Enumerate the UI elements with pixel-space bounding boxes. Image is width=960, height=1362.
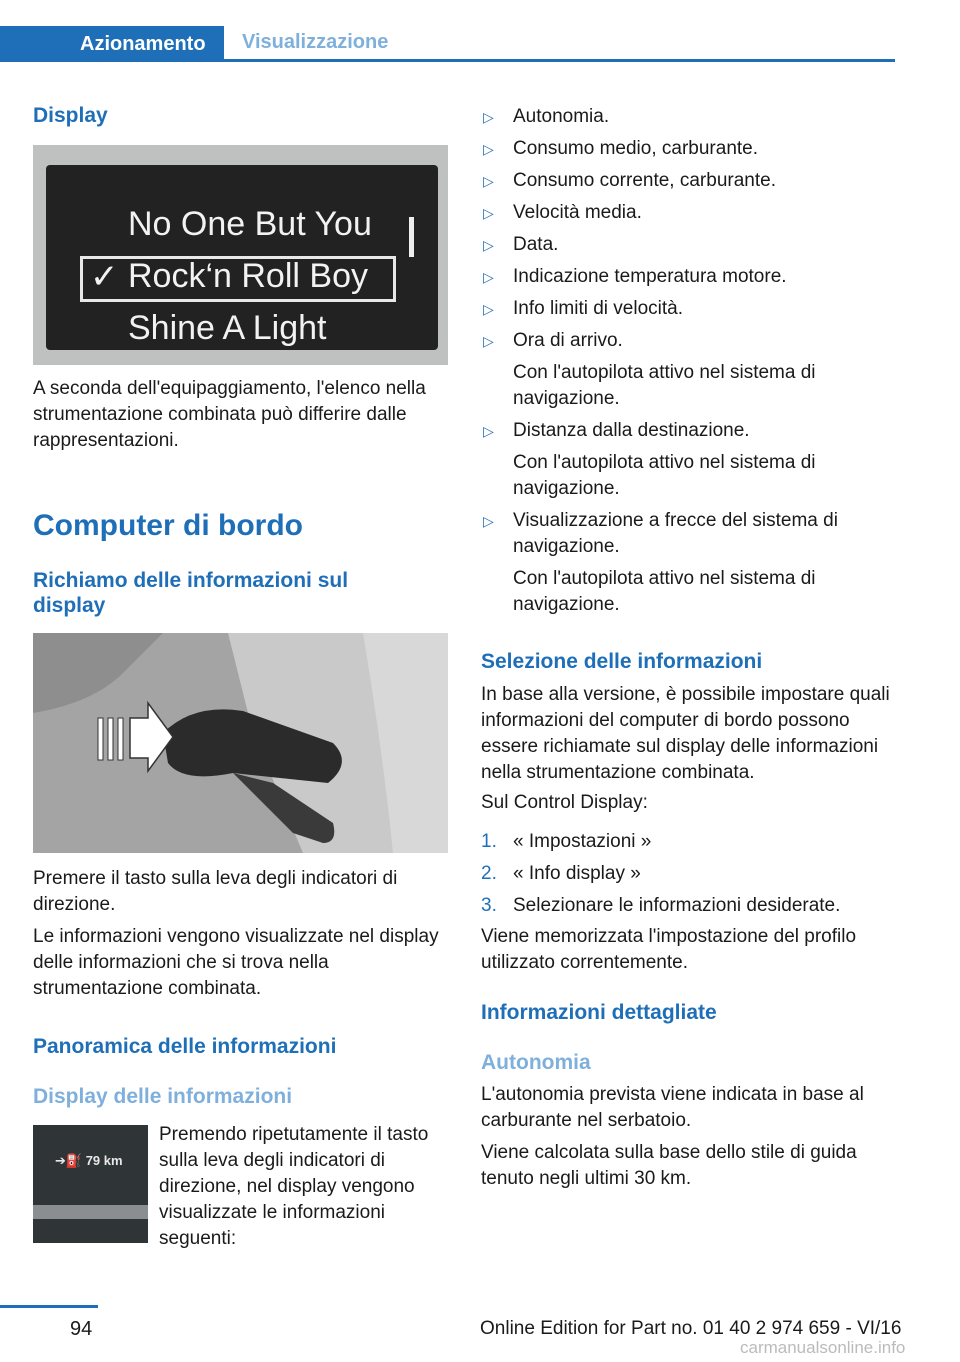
step-number: 1. <box>481 831 497 852</box>
watermark-text: carmanualsonline.info <box>740 1338 906 1357</box>
turn-signal-lever-figure <box>33 633 448 853</box>
page-number: 94 <box>70 1318 93 1340</box>
bullet-text: Visualizzazione a frecce del sistema di navigazione. <box>513 510 838 557</box>
fuel-range-icon: ➔⛽ <box>55 1153 86 1168</box>
selection-text: In base alla versione, è possibile impostare quali informazioni del computer di bordo possono essere richiamate sul display delle informazioni nella strumentazione combinata. <box>481 684 890 783</box>
bullet-text: Distanza dalla destinazione. <box>513 420 750 441</box>
list-line-3: Shine A Light <box>128 309 327 347</box>
info-bullet-item <box>481 418 891 502</box>
header-tabbar <box>0 26 895 62</box>
info-bullet-item <box>481 264 891 290</box>
detail-heading: Informazioni dettagliate <box>481 1001 717 1024</box>
info-bullet-item <box>481 328 891 412</box>
bullet-note: Con l'autopilota attivo nel sistema di navigazione. <box>513 568 816 615</box>
info-shown-text: Le informazioni vengono visualizzate nel display delle informazioni che si trova nella strumentazione combinata. <box>33 926 439 999</box>
list-line-1: No One But You <box>128 205 372 243</box>
media-list-figure <box>33 145 448 365</box>
triangle-bullet-icon: ▷ <box>483 333 494 349</box>
display-text: A seconda dell'equipaggiamento, l'elenco nella strumentazione combinata può differire dalle rappresentazioni. <box>33 378 426 451</box>
display-info-subheading: Display delle informazioni <box>33 1085 293 1108</box>
info-bullet-item <box>481 296 891 322</box>
memorized-text: Viene memorizzata l'impostazione del profilo utilizzato correntemente. <box>481 926 857 973</box>
control-display-label: Sul Control Display: <box>481 792 648 813</box>
triangle-bullet-icon: ▷ <box>483 423 494 439</box>
info-bullet-item <box>481 508 891 618</box>
chapter-title: Computer di bordo <box>33 509 303 542</box>
header-rule <box>0 59 895 62</box>
tab-visualizzazione: Visualizzazione <box>242 31 389 53</box>
range-readout <box>55 1153 123 1169</box>
info-bullet-item <box>481 232 891 258</box>
steps-list <box>481 829 891 925</box>
bullet-text: Consumo corrente, carburante. <box>513 170 776 191</box>
selection-heading: Selezione delle informazioni <box>481 650 763 673</box>
step-text: « Impostazioni » <box>513 831 652 852</box>
bullet-text: Indicazione temperatura motore. <box>513 266 787 287</box>
triangle-bullet-icon: ▷ <box>483 237 494 253</box>
repeat-text: Premendo ripetutamente il tasto sulla leva degli indicatori di direzione, nel display vengono visualizzate le informazioni seguenti: <box>159 1124 429 1249</box>
tab-azionamento: Azionamento <box>0 26 224 62</box>
step-item <box>481 829 891 855</box>
display-screen <box>46 165 438 350</box>
step-item <box>481 861 891 887</box>
bullet-text: Data. <box>513 234 559 255</box>
range-value: 79 km <box>85 1153 123 1168</box>
bullet-text: Ora di arrivo. <box>513 330 623 351</box>
autonomy-subheading: Autonomia <box>481 1051 591 1074</box>
lever-illustration-icon <box>33 633 448 853</box>
triangle-bullet-icon: ▷ <box>483 301 494 317</box>
bullet-text: Consumo medio, carburante. <box>513 138 759 159</box>
triangle-bullet-icon: ▷ <box>483 141 494 157</box>
triangle-bullet-icon: ▷ <box>483 173 494 189</box>
checkmark-icon: ✓ <box>90 258 119 296</box>
bullet-note: Con l'autopilota attivo nel sistema di navigazione. <box>513 452 816 499</box>
range-display-figure <box>33 1125 148 1243</box>
overview-heading: Panoramica delle informazioni <box>33 1035 337 1058</box>
triangle-bullet-icon: ▷ <box>483 205 494 221</box>
footer-rule <box>0 1305 98 1308</box>
bullet-note: Con l'autopilota attivo nel sistema di navigazione. <box>513 362 816 409</box>
triangle-bullet-icon: ▷ <box>483 109 494 125</box>
step-number: 3. <box>481 895 497 916</box>
step-item <box>481 893 891 919</box>
info-bullet-item <box>481 200 891 226</box>
info-bullet-item <box>481 168 891 194</box>
step-number: 2. <box>481 863 497 884</box>
info-bullet-item <box>481 136 891 162</box>
press-text: Premere il tasto sulla leva degli indicatori di direzione. <box>33 868 398 915</box>
autonomy-text-2: Viene calcolata sulla base dello stile di guida tenuto negli ultimi 30 km. <box>481 1142 857 1189</box>
bullet-text: Info limiti di velocità. <box>513 298 684 319</box>
bullet-text: Velocità media. <box>513 202 642 223</box>
bullet-text: Autonomia. <box>513 106 610 127</box>
display-band <box>33 1205 148 1219</box>
recall-heading: Richiamo delle informazioni sul display <box>33 569 349 617</box>
info-bullet-list <box>481 104 891 624</box>
step-text: Selezionare le informazioni desiderate. <box>513 895 841 916</box>
edition-text: Online Edition for Part no. 01 40 2 974 659 - VI/16 <box>480 1318 902 1339</box>
triangle-bullet-icon: ▷ <box>483 513 494 529</box>
autonomy-text-1: L'autonomia prevista viene indicata in base al carburante nel serbatoio. <box>481 1084 864 1131</box>
triangle-bullet-icon: ▷ <box>483 269 494 285</box>
scrollbar-indicator <box>409 217 414 257</box>
info-bullet-item <box>481 104 891 130</box>
step-text: « Info display » <box>513 863 641 884</box>
display-heading: Display <box>33 104 108 127</box>
list-line-2: Rock‘n Roll Boy <box>128 257 368 295</box>
